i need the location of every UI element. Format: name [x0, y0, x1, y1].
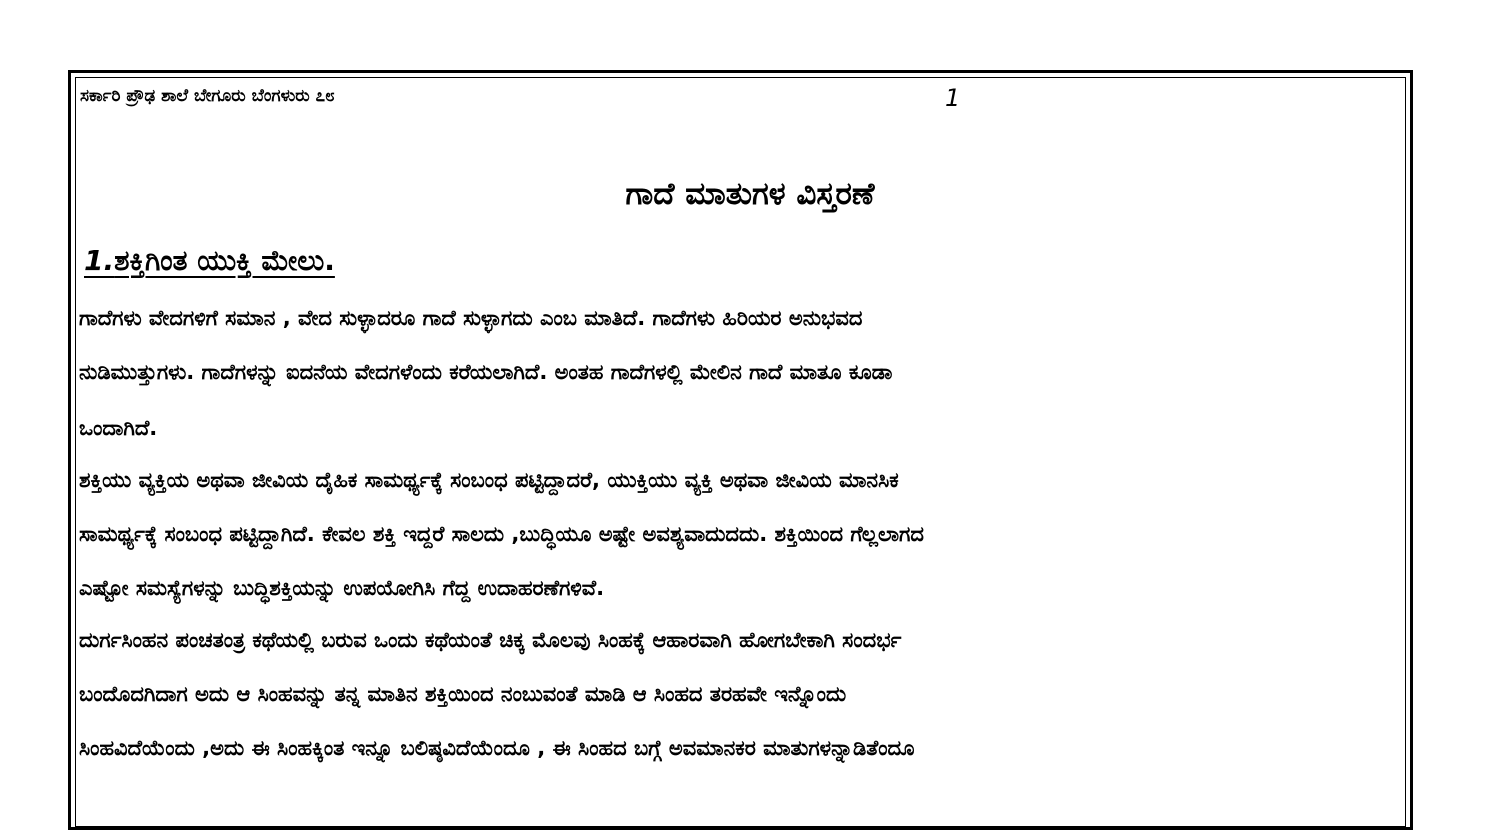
paragraph-line: ದುರ್ಗಸಿಂಹನ ಪಂಚತಂತ್ರ ಕಥೆಯಲ್ಲಿ ಬರುವ ಒಂದು ಕಥೆಯಂತೆ ಚಿಕ್ಕ ಮೊಲವು ಸಿಂಹಕ್ಕೆ ಆಹಾರವಾಗಿ ಹೋಗಬೇಕಾಗಿ ಸಂದರ್ಭ	[79, 628, 902, 652]
section-heading	[84, 244, 335, 278]
page-number: 1	[945, 84, 961, 112]
paragraph-line: ನುಡಿಮುತ್ತುಗಳು. ಗಾದೆಗಳನ್ನು ಐದನೆಯ ವೇದಗಳೆಂದು ಕರೆಯಲಾಗಿದೆ. ಅಂತಹ ಗಾದೆಗಳಲ್ಲಿ ಮೇಲಿನ ಗಾದೆ ಮಾತೂ ಕೂಡಾ	[79, 360, 893, 384]
paragraph-line: ಗಾದೆಗಳು ವೇದಗಳಿಗೆ ಸಮಾನ , ವೇದ ಸುಳ್ಳಾದರೂ ಗಾದೆ ಸುಳ್ಳಾಗದು ಎಂಬ ಮಾತಿದೆ. ಗಾದೆಗಳು ಹಿರಿಯರ ಅನುಭವದ	[79, 306, 863, 330]
paragraph-line: ಸಿಂಹವಿದೆಯೆಂದು ,ಅದು ಈ ಸಿಂಹಕ್ಕಿಂತ ಇನ್ನೂ ಬಲಿಷ್ಠವಿದೆಯೆಂದೂ , ಈ ಸಿಂಹದ ಬಗ್ಗೆ ಅವಮಾನಕರ ಮಾತುಗಳನ್ನಾಡಿತೆಂದೂ	[79, 736, 915, 760]
section-heading-text: ಶಕ್ತಿಗಿಂತ ಯುಕ್ತಿ ಮೇಲು.	[114, 244, 335, 277]
paragraph-line: ಸಾಮರ್ಥ್ಯಕ್ಕೆ ಸಂಬಂಧ ಪಟ್ಟಿದ್ದಾಗಿದೆ. ಕೇವಲ ಶಕ್ತಿ ಇದ್ದರೆ ಸಾಲದು ,ಬುದ್ಧಿಯೂ ಅಷ್ಟೇ ಅವಶ್ಯವಾದುದದು. ಶಕ್ತಿಯಿಂದ ಗೆಲ್ಲಲಾಗದ	[79, 522, 924, 546]
paragraph-line: ಶಕ್ತಿಯು ವ್ಯಕ್ತಿಯ ಅಥವಾ ಜೀವಿಯ ದೈಹಿಕ ಸಾಮರ್ಥ್ಯಕ್ಕೆ ಸಂಬಂಧ ಪಟ್ಟಿದ್ದಾದರೆ, ಯುಕ್ತಿಯು ವ್ಯಕ್ತಿ ಅಥವಾ ಜೀವಿಯ ಮಾನಸಿಕ	[79, 468, 899, 492]
section-number: 1.	[84, 244, 115, 277]
paragraph-line: ಎಷ್ಟೋ ಸಮಸ್ಯೆಗಳನ್ನು ಬುದ್ಧಿಶಕ್ತಿಯನ್ನು ಉಪಯೋಗಿಸಿ ಗೆದ್ದ ಉದಾಹರಣೆಗಳಿವೆ.	[79, 576, 605, 600]
paragraph-line: ಬಂದೊದಗಿದಾಗ ಅದು ಆ ಸಿಂಹವನ್ನು ತನ್ನ ಮಾತಿನ ಶಕ್ತಿಯಿಂದ ನಂಬುವಂತೆ ಮಾಡಿ ಆ ಸಿಂಹದ ತರಹವೇ ಇನ್ನೊಂದು	[79, 682, 847, 706]
paragraph-line: ಒಂದಾಗಿದೆ.	[79, 416, 158, 440]
page-title: ಗಾದೆ ಮಾತುಗಳ ವಿಸ್ತರಣೆ	[625, 176, 875, 212]
school-header: ಸರ್ಕಾರಿ ಪ್ರೌಢ ಶಾಲೆ ಬೇಗೂರು ಬೆಂಗಳುರು ೭೮	[80, 86, 335, 106]
